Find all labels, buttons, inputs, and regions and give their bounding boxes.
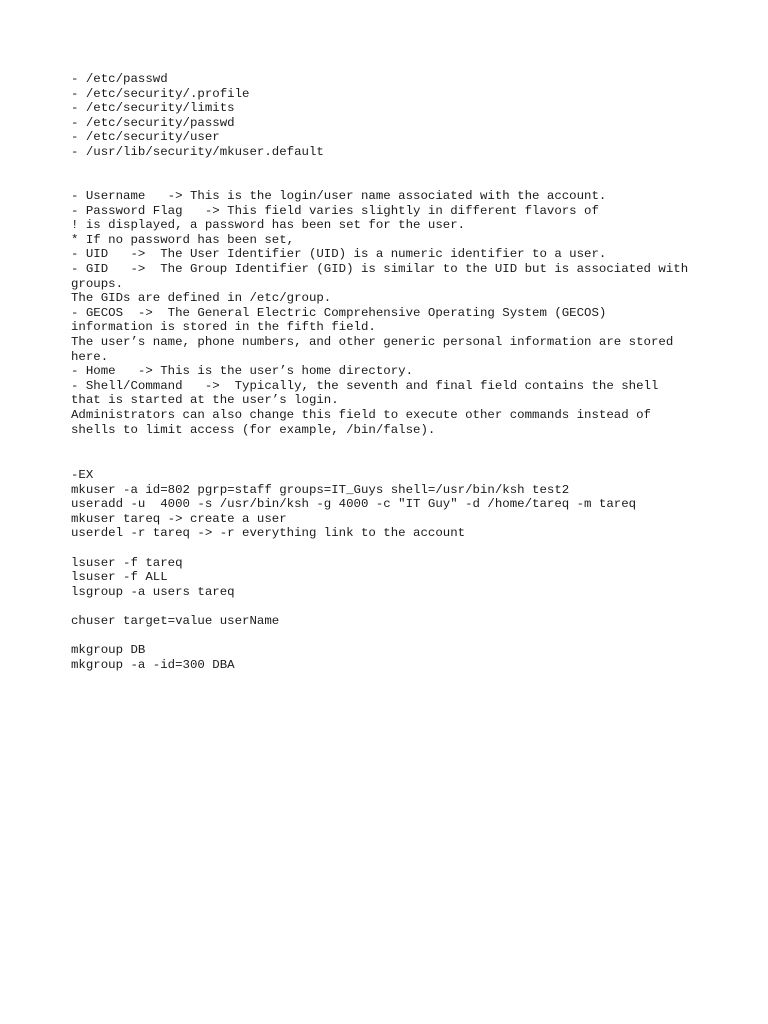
command-line: lsuser -f ALL	[71, 570, 168, 585]
field-line: ! is displayed, a password has been set for the user.	[71, 218, 466, 233]
command-line: -EX	[71, 468, 94, 482]
blank-line	[71, 629, 731, 644]
file-line: - /etc/passwd	[71, 72, 168, 86]
command-line: lsuser -f tareq	[71, 555, 183, 570]
field-line: - UID -> The User Identifier (UID) is a numeric identifier to a user.	[71, 247, 607, 262]
command-line: useradd -u 4000 -s /usr/bin/ksh -g 4000 -c "IT Guy" -d /home/tareq -m tareq	[71, 497, 637, 512]
field-line: - Username -> This is the login/user name associated with the account.	[71, 189, 607, 203]
blank-line	[71, 599, 731, 614]
file-line: - /usr/lib/security/mkuser.default	[71, 144, 324, 159]
command-line: mkuser -a id=802 pgrp=staff groups=IT_Guys shell=/usr/bin/ksh test2	[71, 482, 570, 497]
field-line: The user’s name, phone numbers, and other generic personal information are stored	[71, 334, 674, 349]
file-line: - /etc/security/passwd	[71, 115, 235, 130]
field-line: - GECOS -> The General Electric Comprehensive Operating System (GECOS)	[71, 305, 607, 320]
blank-line	[71, 541, 731, 556]
field-line: groups.	[71, 276, 124, 291]
files-list	[71, 72, 731, 160]
field-line: - GID -> The Group Identifier (GID) is similar to the UID but is associated with	[71, 261, 689, 276]
field-line: here.	[71, 349, 109, 364]
command-line: mkgroup -a -id=300 DBA	[71, 657, 235, 672]
field-line: * If no password has been set,	[71, 232, 295, 247]
command-line: lsgroup -a users tareq	[71, 584, 235, 599]
file-line: - /etc/security/user	[71, 130, 220, 145]
command-line: chuser target=value userName	[71, 613, 280, 628]
command-examples	[71, 468, 731, 672]
command-line: userdel -r tareq -> -r everything link to the account	[71, 526, 466, 541]
field-line: - Password Flag -> This field varies slightly in different flavors of	[71, 203, 599, 218]
field-line: - Shell/Command -> Typically, the seventh and final field contains the shell	[71, 378, 659, 393]
field-line: shells to limit access (for example, /bin/false).	[71, 422, 436, 437]
field-line: Administrators can also change this field to execute other commands instead of	[71, 407, 651, 422]
field-line: The GIDs are defined in /etc/group.	[71, 291, 332, 306]
passwd-fields-description	[71, 189, 731, 437]
command-line: mkgroup DB	[71, 643, 146, 658]
file-line: - /etc/security/limits	[71, 101, 235, 116]
file-line: - /etc/security/.profile	[71, 86, 250, 101]
field-line: information is stored in the fifth field.	[71, 320, 376, 335]
field-line: - Home -> This is the user’s home directory.	[71, 364, 414, 379]
field-line: that is started at the user’s login.	[71, 393, 339, 408]
command-line: mkuser tareq -> create a user	[71, 511, 287, 526]
